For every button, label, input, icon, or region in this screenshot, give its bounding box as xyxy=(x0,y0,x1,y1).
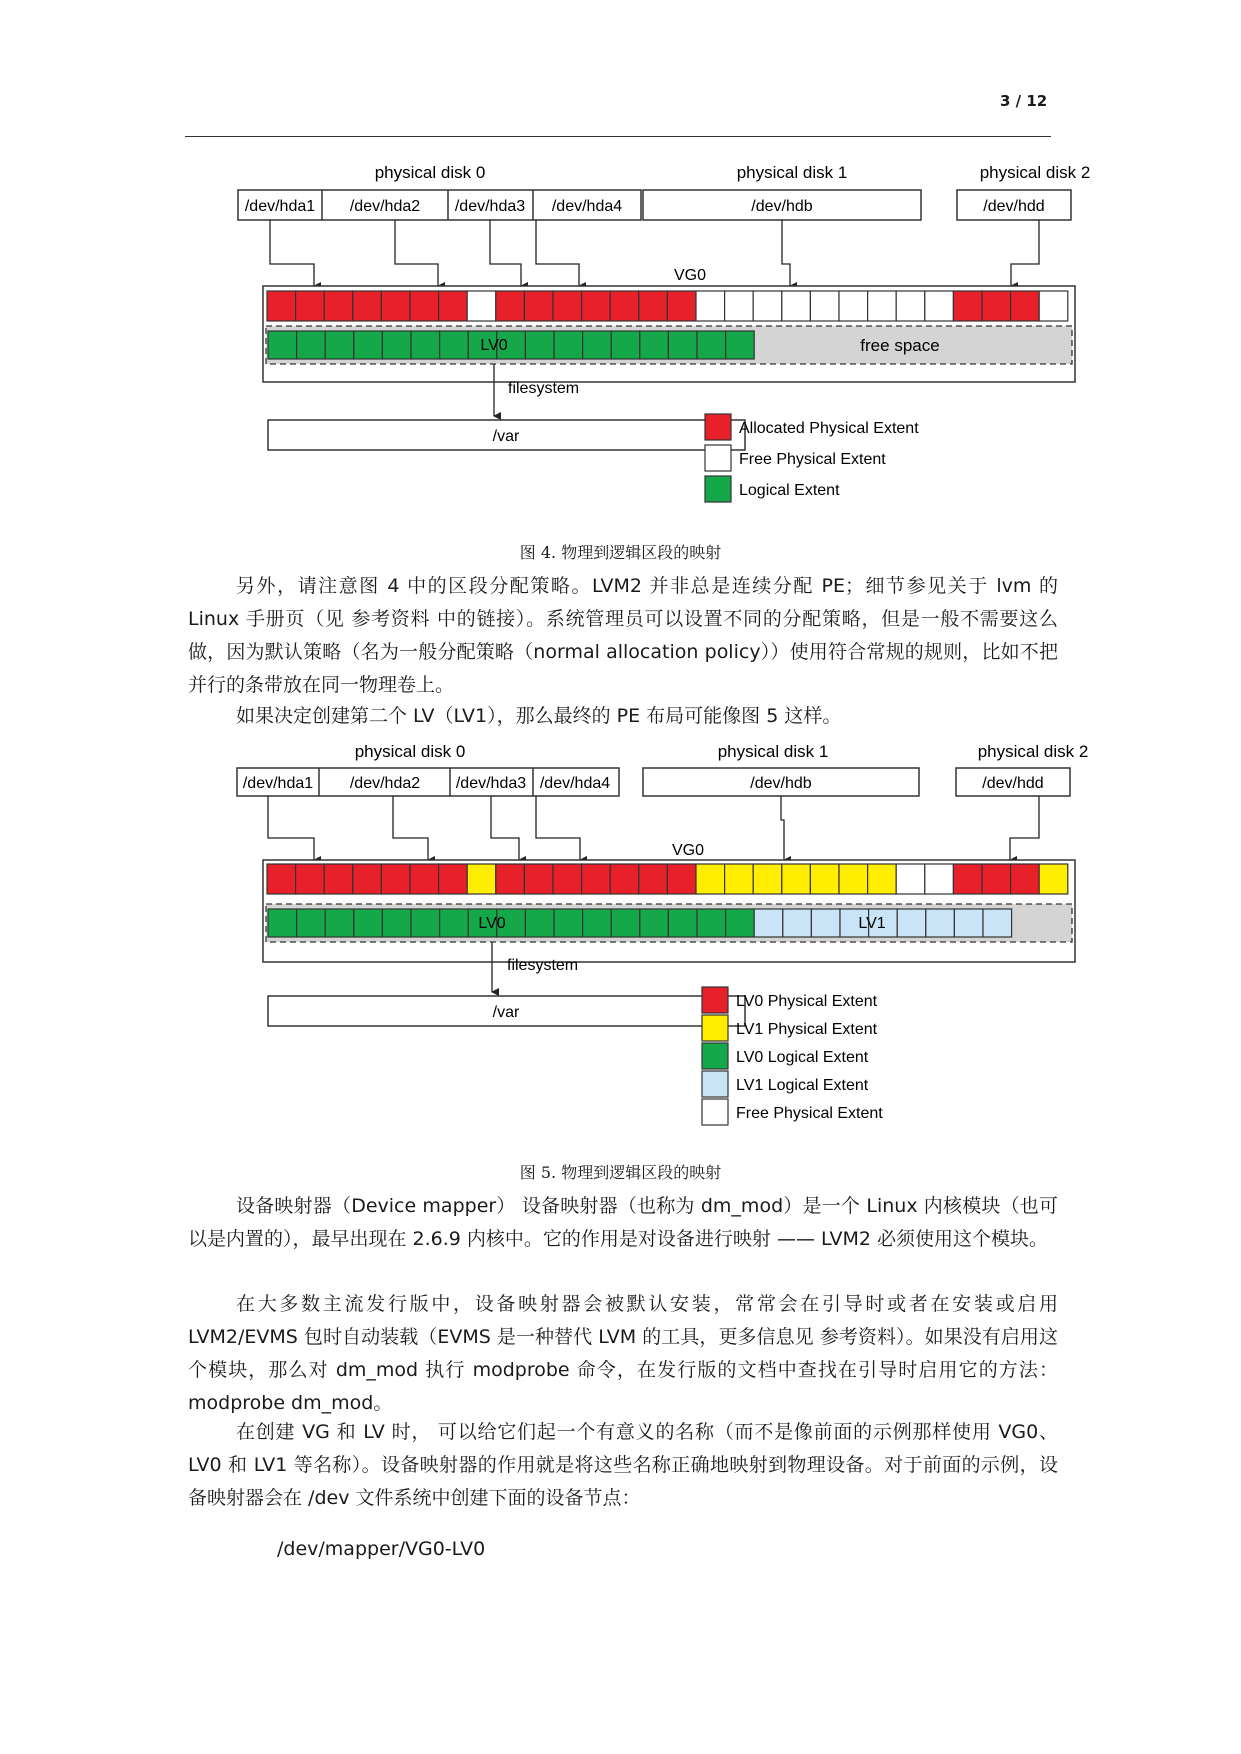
lv0-le-cell xyxy=(583,909,612,937)
pe-cell xyxy=(868,864,897,894)
pe-cell xyxy=(925,291,954,321)
pe-row xyxy=(267,291,1068,321)
figure-4-svg xyxy=(230,160,1110,540)
vg-label: VG0 xyxy=(671,842,705,859)
pe-cell xyxy=(925,864,954,894)
lv0-le-cell xyxy=(440,909,469,937)
pe-cell xyxy=(582,864,611,894)
partition-hda1: /dev/hda1 xyxy=(242,775,314,792)
legend-swatch xyxy=(702,1015,728,1041)
disk-label-0: physical disk 0 xyxy=(374,163,486,182)
lv0-le-cell xyxy=(611,909,640,937)
lv1-le-cell xyxy=(926,909,955,937)
pe-cell xyxy=(667,864,696,894)
pe-cell xyxy=(1039,291,1068,321)
legend-swatch xyxy=(702,987,728,1013)
pe-cell xyxy=(1011,864,1040,894)
pe-cell xyxy=(753,291,782,321)
legend-label: LV1 Logical Extent xyxy=(736,1077,869,1094)
le-row xyxy=(268,331,754,359)
pe-cell xyxy=(667,291,696,321)
partition-hdd: /dev/hdd xyxy=(982,775,1044,792)
legend-label: LV0 Physical Extent xyxy=(736,993,878,1010)
mount-var: /var xyxy=(492,428,520,445)
pe-cell xyxy=(381,864,410,894)
disk-label-1: physical disk 1 xyxy=(717,742,829,761)
le-cell xyxy=(268,331,297,359)
legend-label: LV0 Logical Extent xyxy=(736,1049,869,1066)
lv0-le-cell xyxy=(411,909,440,937)
partition-hdd: /dev/hdd xyxy=(983,198,1045,215)
le-cell xyxy=(411,331,440,359)
partition-hda1: /dev/hda1 xyxy=(244,198,316,215)
legend-swatch xyxy=(705,414,731,440)
lv1-le-cell xyxy=(897,909,926,937)
figure-4-caption: 图 4. 物理到逻辑区段的映射 xyxy=(519,543,722,562)
lv1-le-cell xyxy=(783,909,812,937)
pe-cell xyxy=(782,291,811,321)
pe-cell xyxy=(982,864,1011,894)
pe-cell xyxy=(467,864,496,894)
pe-cell xyxy=(810,291,839,321)
le-cell xyxy=(697,331,726,359)
pe-cell xyxy=(839,291,868,321)
disk-label-1: physical disk 1 xyxy=(736,163,848,182)
lv1-le-cell xyxy=(754,909,783,937)
legend-swatch xyxy=(705,445,731,471)
le-cell xyxy=(525,331,554,359)
filesystem-label: filesystem xyxy=(508,380,580,397)
lv0-le-cell xyxy=(697,909,726,937)
paragraph-4: 在大多数主流发行版中，设备映射器会被默认安装，常常会在引导时或者在安装或启用 LVM2/EVMS 包时自动装载（EVMS 是一种替代 LVM 的工具，更多信息见 参考资料）。如果没有启用这个模块，那么对 dm_mod 执行 modprobe 命令，在发行版的文档中查找在引导时启用它的方法：modprobe dm_mod。 xyxy=(188,1293,1058,1414)
lv0-le-cell xyxy=(668,909,697,937)
free-space-label: free space xyxy=(860,336,940,355)
paragraph-2: 如果决定创建第二个 LV（LV1），那么最终的 PE 布局可能像图 5 这样。 xyxy=(236,705,842,727)
pe-cell xyxy=(439,291,468,321)
vg-label: VG0 xyxy=(673,267,707,284)
pe-cell xyxy=(810,864,839,894)
figure-5-diagram xyxy=(230,740,1110,1145)
pe-cell xyxy=(296,864,325,894)
pe-cell xyxy=(410,864,439,894)
figure-5-svg xyxy=(230,740,1110,1145)
pe-cell xyxy=(467,291,496,321)
filesystem-label: filesystem xyxy=(507,957,579,974)
pe-cell xyxy=(524,864,553,894)
le-cell xyxy=(440,331,469,359)
le-cell xyxy=(668,331,697,359)
lv1-label: LV1 xyxy=(858,915,886,932)
le-cell xyxy=(554,331,583,359)
le-cell xyxy=(726,331,755,359)
lv0-label: LV0 xyxy=(480,337,508,354)
legend-label: LV1 Physical Extent xyxy=(736,1021,878,1038)
le-cell xyxy=(583,331,612,359)
partition-hda2: /dev/hda2 xyxy=(349,775,421,792)
disk-label-2: physical disk 2 xyxy=(977,742,1089,761)
page-number: 3 / 12 xyxy=(1000,92,1048,110)
pe-cell xyxy=(553,291,582,321)
mount-var: /var xyxy=(492,1004,520,1021)
lv0-le-cell xyxy=(268,909,297,937)
lv0-le-cell xyxy=(554,909,583,937)
pe-cell xyxy=(953,291,982,321)
legend-swatch xyxy=(705,476,731,502)
pe-cell xyxy=(982,291,1011,321)
pe-cell xyxy=(1039,864,1068,894)
lv1-le-cell xyxy=(983,909,1012,937)
pe-cell xyxy=(753,864,782,894)
le-cell xyxy=(640,331,669,359)
lv0-le-cell xyxy=(726,909,755,937)
le-cell xyxy=(297,331,326,359)
pe-cell xyxy=(267,291,296,321)
pe-cell xyxy=(1011,291,1040,321)
lv0-le-cell xyxy=(525,909,554,937)
pe-cell xyxy=(725,291,754,321)
le-cell xyxy=(611,331,640,359)
disk-label-0: physical disk 0 xyxy=(354,742,466,761)
pe-cell xyxy=(696,291,725,321)
partition-hda4: /dev/hda4 xyxy=(539,775,611,792)
legend-label: Free Physical Extent xyxy=(739,451,886,468)
paragraph-1: 另外，请注意图 4 中的区段分配策略。LVM2 并非总是连续分配 PE；细节参见关于 lvm 的 Linux 手册页（见 参考资料 中的链接）。系统管理员可以设置不同的分配策略，但是一般不需要这么做，因为默认策略（名为一般分配策略（normal allocation policy））使用符合常规的规则，比如不把并行的条带放在同一物理卷上。 xyxy=(188,575,1058,696)
pe-cell xyxy=(639,291,668,321)
pe-cell xyxy=(896,291,925,321)
pe-cell xyxy=(267,864,296,894)
header-rule xyxy=(185,136,1051,137)
le-row xyxy=(268,909,1012,937)
lv1-le-cell xyxy=(811,909,840,937)
pe-cell xyxy=(324,864,353,894)
disk-label-2: physical disk 2 xyxy=(979,163,1091,182)
pe-cell xyxy=(953,864,982,894)
code-line: /dev/mapper/VG0-LV0 xyxy=(277,1538,486,1560)
pe-cell xyxy=(353,864,382,894)
partition-hda3: /dev/hda3 xyxy=(455,775,527,792)
pe-cell xyxy=(896,864,925,894)
pe-cell xyxy=(696,864,725,894)
pe-cell xyxy=(524,291,553,321)
partition-hdb: /dev/hdb xyxy=(750,775,812,792)
partition-hda4: /dev/hda4 xyxy=(551,198,623,215)
pe-cell xyxy=(496,291,525,321)
lv0-le-cell xyxy=(640,909,669,937)
partition-hda3: /dev/hda3 xyxy=(454,198,526,215)
pe-cell xyxy=(868,291,897,321)
partition-hda2: /dev/hda2 xyxy=(349,198,421,215)
lv0-le-cell xyxy=(297,909,326,937)
partition-hdb: /dev/hdb xyxy=(751,198,813,215)
pe-cell xyxy=(296,291,325,321)
le-cell xyxy=(382,331,411,359)
legend-label: Allocated Physical Extent xyxy=(739,420,919,437)
pe-cell xyxy=(610,291,639,321)
lv0-le-cell xyxy=(354,909,383,937)
pe-cell xyxy=(839,864,868,894)
figure-5-caption: 图 5. 物理到逻辑区段的映射 xyxy=(519,1163,722,1182)
paragraph-3: 设备映射器（Device mapper） 设备映射器（也称为 dm_mod）是一个 Linux 内核模块（也可以是内置的），最早出现在 2.6.9 内核中。它的作用是对设备进行映射 —— LVM2 必须使用这个模块。 xyxy=(188,1195,1058,1250)
pe-cell xyxy=(324,291,353,321)
pe-cell xyxy=(410,291,439,321)
pe-cell xyxy=(353,291,382,321)
pe-cell xyxy=(725,864,754,894)
paragraph-5: 在创建 VG 和 LV 时， 可以给它们起一个有意义的名称（而不是像前面的示例那样使用 VG0、LV0 和 LV1 等名称）。设备映射器的作用就是将这些名称正确地映射到物理设备。对于前面的示例，设备映射器会在 /dev 文件系统中创建下面的设备节点： xyxy=(188,1421,1058,1509)
lv1-le-cell xyxy=(954,909,983,937)
legend-label: Logical Extent xyxy=(739,482,840,499)
le-cell xyxy=(354,331,383,359)
lv0-le-cell xyxy=(382,909,411,937)
pe-cell xyxy=(439,864,468,894)
pe-row xyxy=(267,864,1068,894)
figure-4-diagram xyxy=(230,160,1110,540)
legend-label: Free Physical Extent xyxy=(736,1105,883,1122)
legend-swatch xyxy=(702,1071,728,1097)
pe-cell xyxy=(381,291,410,321)
lv0-label: LV0 xyxy=(478,915,506,932)
legend-swatch xyxy=(702,1099,728,1125)
pe-cell xyxy=(582,291,611,321)
pe-cell xyxy=(639,864,668,894)
pe-cell xyxy=(553,864,582,894)
pe-cell xyxy=(610,864,639,894)
le-cell xyxy=(325,331,354,359)
lv0-le-cell xyxy=(325,909,354,937)
pe-cell xyxy=(496,864,525,894)
legend-swatch xyxy=(702,1043,728,1069)
pe-cell xyxy=(782,864,811,894)
